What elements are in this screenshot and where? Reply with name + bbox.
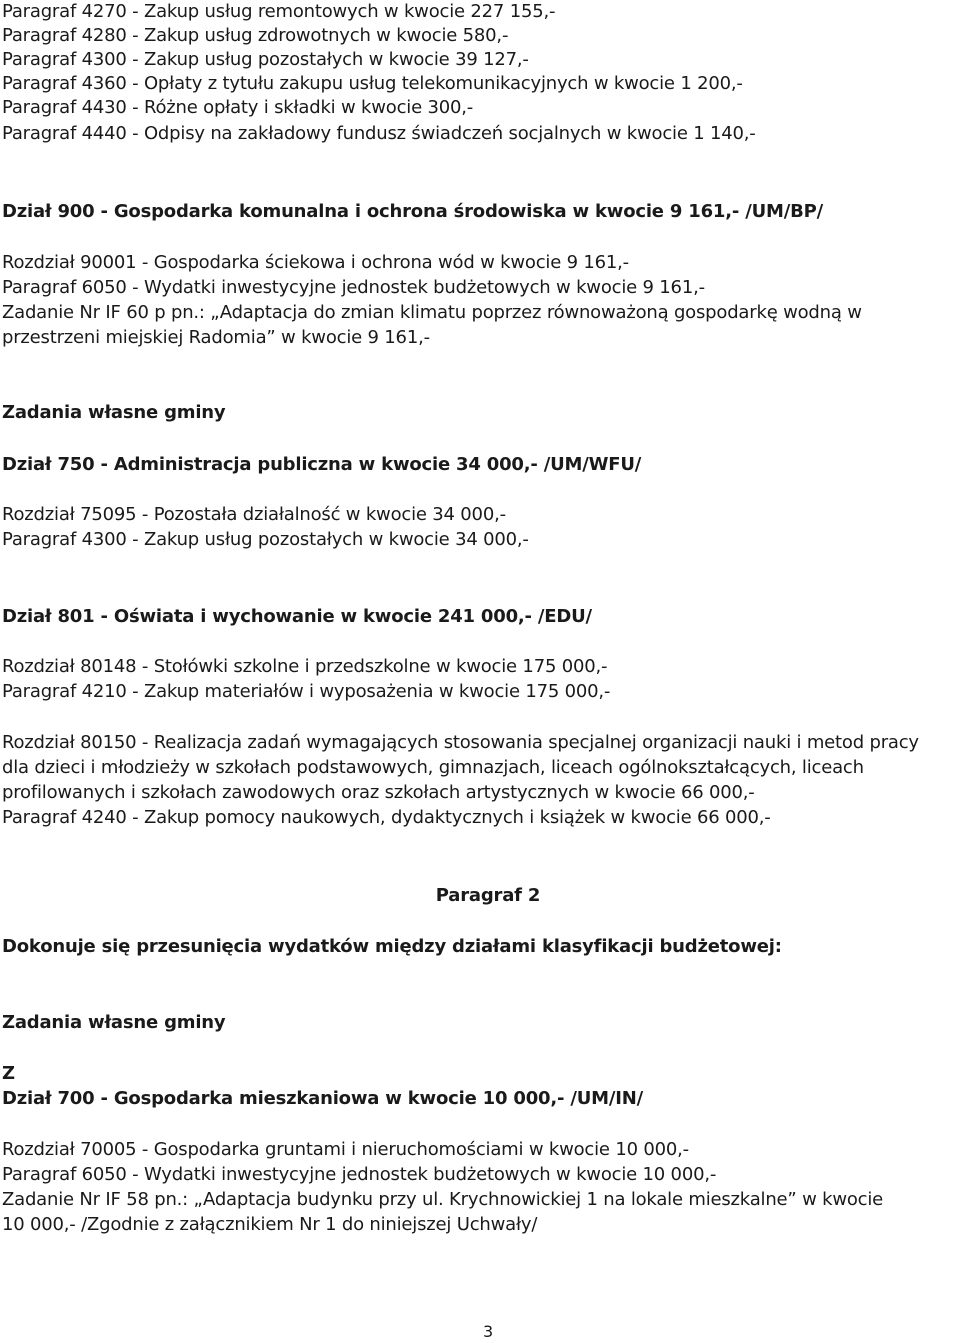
zadanie-if-60-cont: przestrzeni miejskiej Radomia” w kwocie 9 161,- bbox=[2, 327, 430, 348]
section-heading-dzial-700: Dział 700 - Gospodarka mieszkaniowa w kwocie 10 000,- /UM/IN/ bbox=[2, 1088, 643, 1109]
section-heading-own-tasks: Zadania własne gminy bbox=[2, 402, 226, 423]
list-item: Paragraf 4270 - Zakup usług remontowych w kwocie 227 155,- bbox=[2, 1, 556, 22]
paragraf-4300: Paragraf 4300 - Zakup usług pozostałych w kwocie 34 000,- bbox=[2, 529, 529, 550]
paragraf-2-intro: Dokonuje się przesunięcia wydatków między działami klasyfikacji budżetowej: bbox=[2, 936, 782, 957]
zadanie-if-60: Zadanie Nr IF 60 p pn.: „Adaptacja do zmian klimatu poprzez równoważoną gospodarkę wodną w bbox=[2, 302, 862, 323]
z-marker: Z bbox=[2, 1063, 15, 1084]
list-item: Paragraf 4300 - Zakup usług pozostałych w kwocie 39 127,- bbox=[2, 49, 529, 70]
zadanie-if-58-cont: 10 000,- /Zgodnie z załącznikiem Nr 1 do niniejszej Uchwały/ bbox=[2, 1214, 538, 1235]
rozdzial-80150-cont: dla dzieci i młodzieży w szkołach podstawowych, gimnazjach, liceach ogólnokształcących, liceach bbox=[2, 757, 864, 778]
rozdzial-75095: Rozdział 75095 - Pozostała działalność w kwocie 34 000,- bbox=[2, 504, 506, 525]
rozdzial-70005: Rozdział 70005 - Gospodarka gruntami i nieruchomościami w kwocie 10 000,- bbox=[2, 1139, 689, 1160]
section-heading-own-tasks: Zadania własne gminy bbox=[2, 1012, 226, 1033]
rozdzial-90001: Rozdział 90001 - Gospodarka ściekowa i ochrona wód w kwocie 9 161,- bbox=[2, 252, 629, 273]
page-number: 3 bbox=[483, 1322, 493, 1341]
rozdzial-80150-cont: profilowanych i szkołach zawodowych oraz szkołach artystycznych w kwocie 66 000,- bbox=[2, 782, 755, 803]
section-heading-dzial-750: Dział 750 - Administracja publiczna w kwocie 34 000,- /UM/WFU/ bbox=[2, 454, 642, 475]
rozdzial-80148: Rozdział 80148 - Stołówki szkolne i przedszkolne w kwocie 175 000,- bbox=[2, 656, 608, 677]
list-item: Paragraf 4440 - Odpisy na zakładowy fundusz świadczeń socjalnych w kwocie 1 140,- bbox=[2, 123, 756, 144]
paragraf-4210: Paragraf 4210 - Zakup materiałów i wyposażenia w kwocie 175 000,- bbox=[2, 681, 611, 702]
paragraf-6050: Paragraf 6050 - Wydatki inwestycyjne jednostek budżetowych w kwocie 9 161,- bbox=[2, 277, 705, 298]
paragraf-2-title: Paragraf 2 bbox=[435, 885, 541, 906]
list-item: Paragraf 4360 - Opłaty z tytułu zakupu usług telekomunikacyjnych w kwocie 1 200,- bbox=[2, 73, 743, 94]
list-item: Paragraf 4280 - Zakup usług zdrowotnych w kwocie 580,- bbox=[2, 25, 509, 46]
list-item: Paragraf 4430 - Różne opłaty i składki w kwocie 300,- bbox=[2, 97, 474, 118]
paragraf-4240: Paragraf 4240 - Zakup pomocy naukowych, dydaktycznych i książek w kwocie 66 000,- bbox=[2, 807, 771, 828]
section-heading-dzial-900: Dział 900 - Gospodarka komunalna i ochrona środowiska w kwocie 9 161,- /UM/BP/ bbox=[2, 201, 823, 222]
paragraf-6050: Paragraf 6050 - Wydatki inwestycyjne jednostek budżetowych w kwocie 10 000,- bbox=[2, 1164, 717, 1185]
rozdzial-80150: Rozdział 80150 - Realizacja zadań wymagających stosowania specjalnej organizacji nauki i metod pracy bbox=[2, 732, 919, 753]
zadanie-if-58: Zadanie Nr IF 58 pn.: „Adaptacja budynku przy ul. Krychnowickiej 1 na lokale mieszkalne” w kwocie bbox=[2, 1189, 884, 1210]
section-heading-dzial-801: Dział 801 - Oświata i wychowanie w kwocie 241 000,- /EDU/ bbox=[2, 606, 592, 627]
